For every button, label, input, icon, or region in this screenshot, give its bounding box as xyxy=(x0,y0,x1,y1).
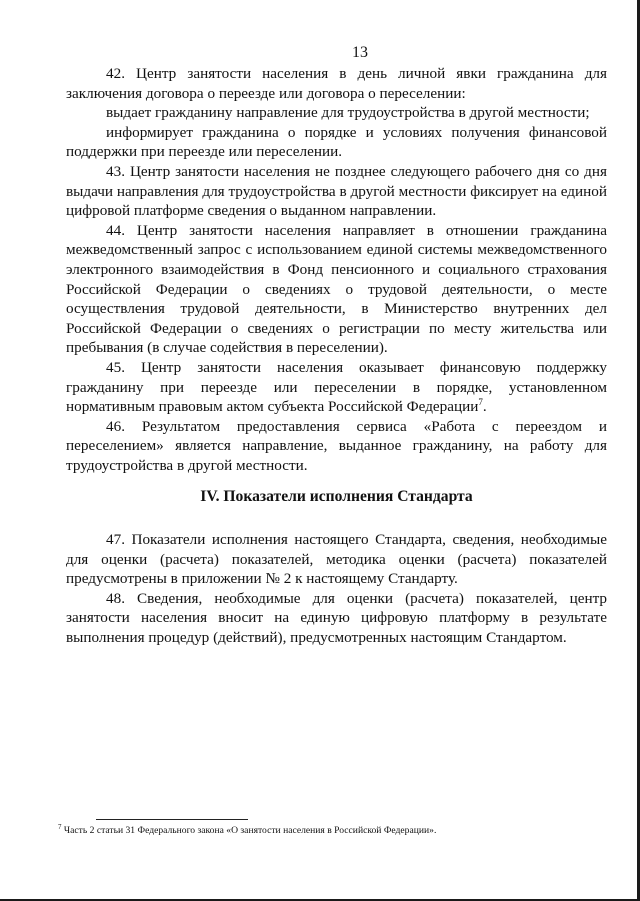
paragraph-42: 42. Центр занятости населения в день личной явки гражданина для заключения договора о переезде или договора о переселении: xyxy=(66,65,607,102)
paragraph-48: 48. Сведения, необходимые для оценки (расчета) показателей, центр занятости населения вносит на единую цифровую платформу в результате выполнения процедур (действий), предусмотренных настоящим Стандартом. xyxy=(66,589,607,647)
footnote-marker: 7 xyxy=(58,822,62,831)
paragraph-45-tail: . xyxy=(482,398,487,416)
paragraph-47: 47. Показатели исполнения настоящего Стандарта, сведения, необходимые для оценки (расчета) показателей, методика оценки (расчета) показателей предусмотрены в приложении № 2 к настоящему Стандарту. xyxy=(66,531,607,588)
paragraph-43: 43. Центр занятости населения не позднее следующего рабочего дня со дня выдачи направления для трудоустройства в другой местности фиксирует на единой цифровой платформе сведения о выданном направлении. xyxy=(66,162,607,220)
paragraph-45-text: 45. Центр занятости населения оказывает финансовую поддержку гражданину при переезде или переселении в порядке, установленном нормативным правовым актом субъекта Российской Федерации xyxy=(66,358,607,416)
footnote-reference: 7 xyxy=(478,397,483,408)
paragraph-44: 44. Центр занятости населения направляет в отношении гражданина межведомственный запрос с использованием единой системы межведомственного электронного взаимодействия в Фонд пенсионного и социального страхования Российской Федерации о сведениях о трудовой деятельности, о месте осуществления трудовой деятельности, в Министерство внутренних дел Российской Федерации о сведениях о регистрации по месту жительства или пребывания (в случае содействия в переселении). xyxy=(66,221,607,357)
section-heading: IV. Показатели исполнения Стандарта xyxy=(200,488,473,506)
page-number: 13 xyxy=(352,44,368,61)
paragraph-46: 46. Результатом предоставления сервиса «Работа с переездом и переселением» является направление, выданное гражданину, на работу для трудоустройства в другой местности. xyxy=(66,417,607,474)
footnote-text: Часть 2 статьи 31 Федерального закона «О занятости населения в Российской Федерации». xyxy=(63,825,437,836)
body-text xyxy=(66,64,607,648)
paragraph-42-item-2: информирует гражданина о порядке и условиях получения финансовой поддержки при переезде или переселении. xyxy=(66,123,607,161)
paragraph-42-item-1: выдает гражданину направление для трудоустройства в другой местности; xyxy=(106,104,590,122)
footnote-divider xyxy=(96,819,248,820)
footnote xyxy=(58,822,618,837)
paragraph-45 xyxy=(66,358,607,417)
